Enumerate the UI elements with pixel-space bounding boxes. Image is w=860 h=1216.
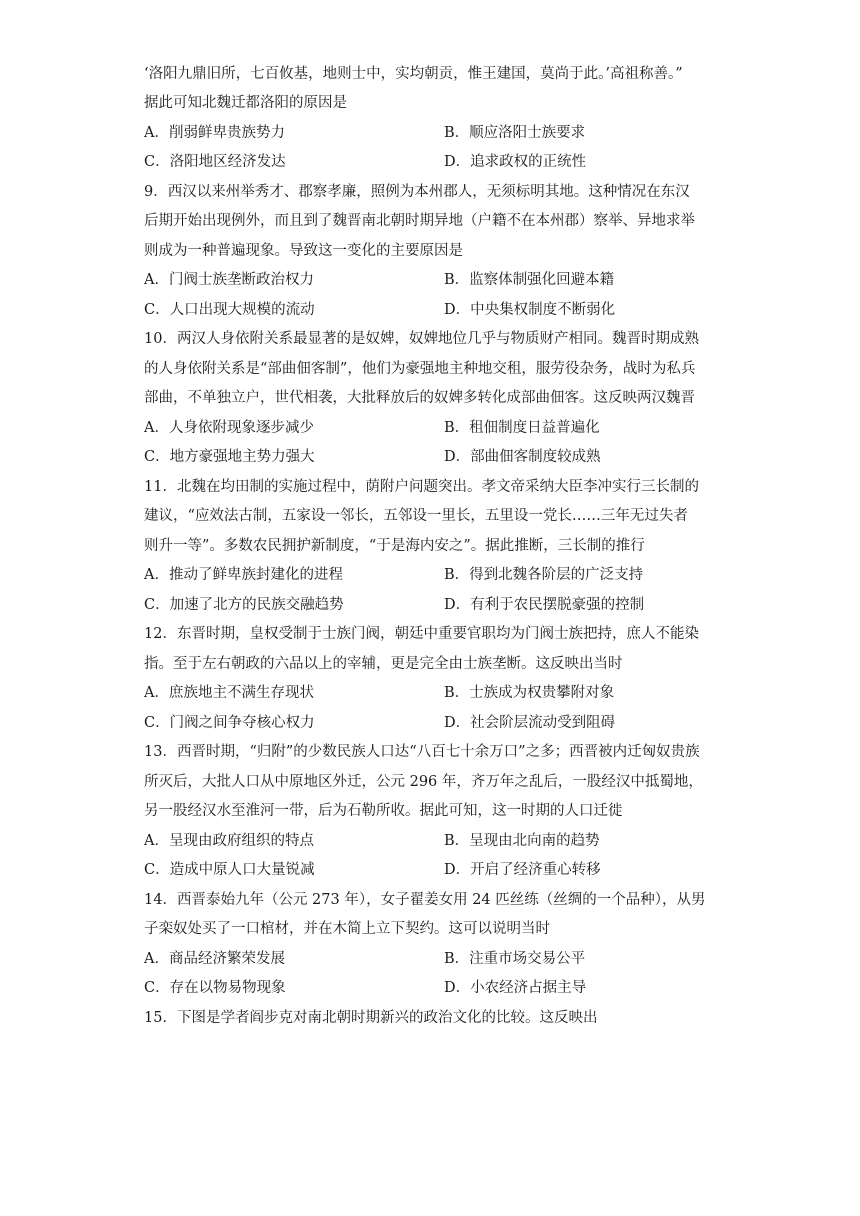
- question-13-text: 13．西晋时期，“归附”的少数民族人口达“八百七十余万口”之多；西晋被内迁匈奴贵族: [144, 744, 700, 760]
- question-11-text: 则升一等”。多数农民拥护新制度，“于是海内安之”。据此推断，三长制的推行: [144, 538, 645, 554]
- option-d: D．追求政权的正统性: [444, 154, 587, 170]
- option-d: D．部曲佃客制度较成熟: [444, 449, 601, 465]
- option-d: D．小农经济占据主导: [444, 980, 587, 996]
- option-b: B．顺应洛阳士族要求: [444, 125, 586, 141]
- option-c: C．人口出现大规模的流动: [144, 302, 315, 318]
- option-a: A．削弱鲜卑贵族势力: [144, 125, 285, 141]
- question-10-text: 10．两汉人身依附关系最显著的是奴婢，奴婢地位几乎与物质财产相同。魏晋时期成熟: [144, 331, 699, 347]
- question-12-text: 12．东晋时期，皇权受制于士族门阀，朝廷中重要官职均为门阀士族把持，庶人不能染: [144, 626, 699, 642]
- question-9-text: 9．西汉以来州举秀才、郡察孝廉，照例为本州郡人，无须标明其地。这种情况在东汉: [144, 184, 690, 200]
- option-d: D．开启了经济重心转移: [444, 862, 601, 878]
- question-15-text: 15．下图是学者阎步克对南北朝时期新兴的政治文化的比较。这反映出: [144, 1010, 598, 1026]
- question-9-text: 则成为一种普遍现象。导致这一变化的主要原因是: [144, 243, 463, 259]
- option-b: B．注重市场交易公平: [444, 951, 586, 967]
- option-d: D．中央集权制度不断弱化: [444, 302, 616, 318]
- question-13-text: 另一股经汉水至淮河一带，后为石勒所收。据此可知，这一时期的人口迁徙: [144, 803, 623, 819]
- option-c: C．洛阳地区经济发达: [144, 154, 286, 170]
- question-14-text: 14．西晋泰始九年（公元 273 年），女子翟姜女用 24 匹丝练（丝绸的一个品种），从男: [144, 892, 706, 908]
- option-b: B．得到北魏各阶层的广泛支持: [444, 567, 644, 583]
- option-c: C．造成中原人口大量锐减: [144, 862, 315, 878]
- option-b: B．监察体制强化回避本籍: [444, 272, 615, 288]
- option-a: A．门阀士族垄断政治权力: [144, 272, 314, 288]
- intro-line: 据此可知北魏迁都洛阳的原因是: [144, 95, 347, 111]
- option-c: C．门阀之间争夺核心权力: [144, 715, 315, 731]
- option-b: B．呈现由北向南的趋势: [444, 833, 600, 849]
- question-13-text: 所灭后，大批人口从中原地区外迁，公元 296 年，齐万年之乱后，一股经汉中抵蜀地，: [144, 774, 703, 790]
- option-a: A．呈现由政府组织的特点: [144, 833, 314, 849]
- question-10-text: 的人身依附关系是“部曲佃客制”，他们为豪强地主种地交租，服劳役杂务，战时为私兵: [144, 361, 696, 377]
- intro-line: ‘洛阳九鼎旧所，七百攸基，地则士中，实均朝贡，惟王建国，莫尚于此。’高祖称善。”: [144, 66, 683, 82]
- question-10-text: 部曲，不单独立户，世代相袭，大批释放后的奴婢多转化成部曲佃客。这反映两汉魏晋: [144, 390, 695, 406]
- option-d: D．社会阶层流动受到阻碍: [444, 715, 616, 731]
- question-11-text: 11．北魏在均田制的实施过程中，荫附户问题突出。孝文帝采纳大臣李冲实行三长制的: [144, 479, 699, 495]
- option-a: A．庶族地主不满生存现状: [144, 685, 314, 701]
- question-9-text: 后期开始出现例外，而且到了魏晋南北朝时期异地（户籍不在本州郡）察举、异地求举: [144, 213, 695, 229]
- option-a: A．商品经济繁荣发展: [144, 951, 285, 967]
- question-14-text: 子栾奴处买了一口棺材，并在木简上立下契约。这可以说明当时: [144, 921, 550, 937]
- option-b: B．租佃制度日益普遍化: [444, 420, 600, 436]
- option-d: D．有利于农民摆脱豪强的控制: [444, 597, 645, 613]
- question-11-text: 建议，“应效法古制，五家设一邻长，五邻设一里长，五里设一党长……三年无过失者: [144, 508, 688, 524]
- question-12-text: 指。至于左右朝政的六品以上的宰辅，更是完全由士族垄断。这反映出当时: [144, 656, 623, 672]
- option-a: A．人身依附现象逐步减少: [144, 420, 314, 436]
- option-a: A．推动了鲜卑族封建化的进程: [144, 567, 343, 583]
- option-c: C．地方豪强地主势力强大: [144, 449, 315, 465]
- option-b: B．士族成为权贵攀附对象: [444, 685, 615, 701]
- option-c: C．加速了北方的民族交融趋势: [144, 597, 344, 613]
- option-c: C．存在以物易物现象: [144, 980, 286, 996]
